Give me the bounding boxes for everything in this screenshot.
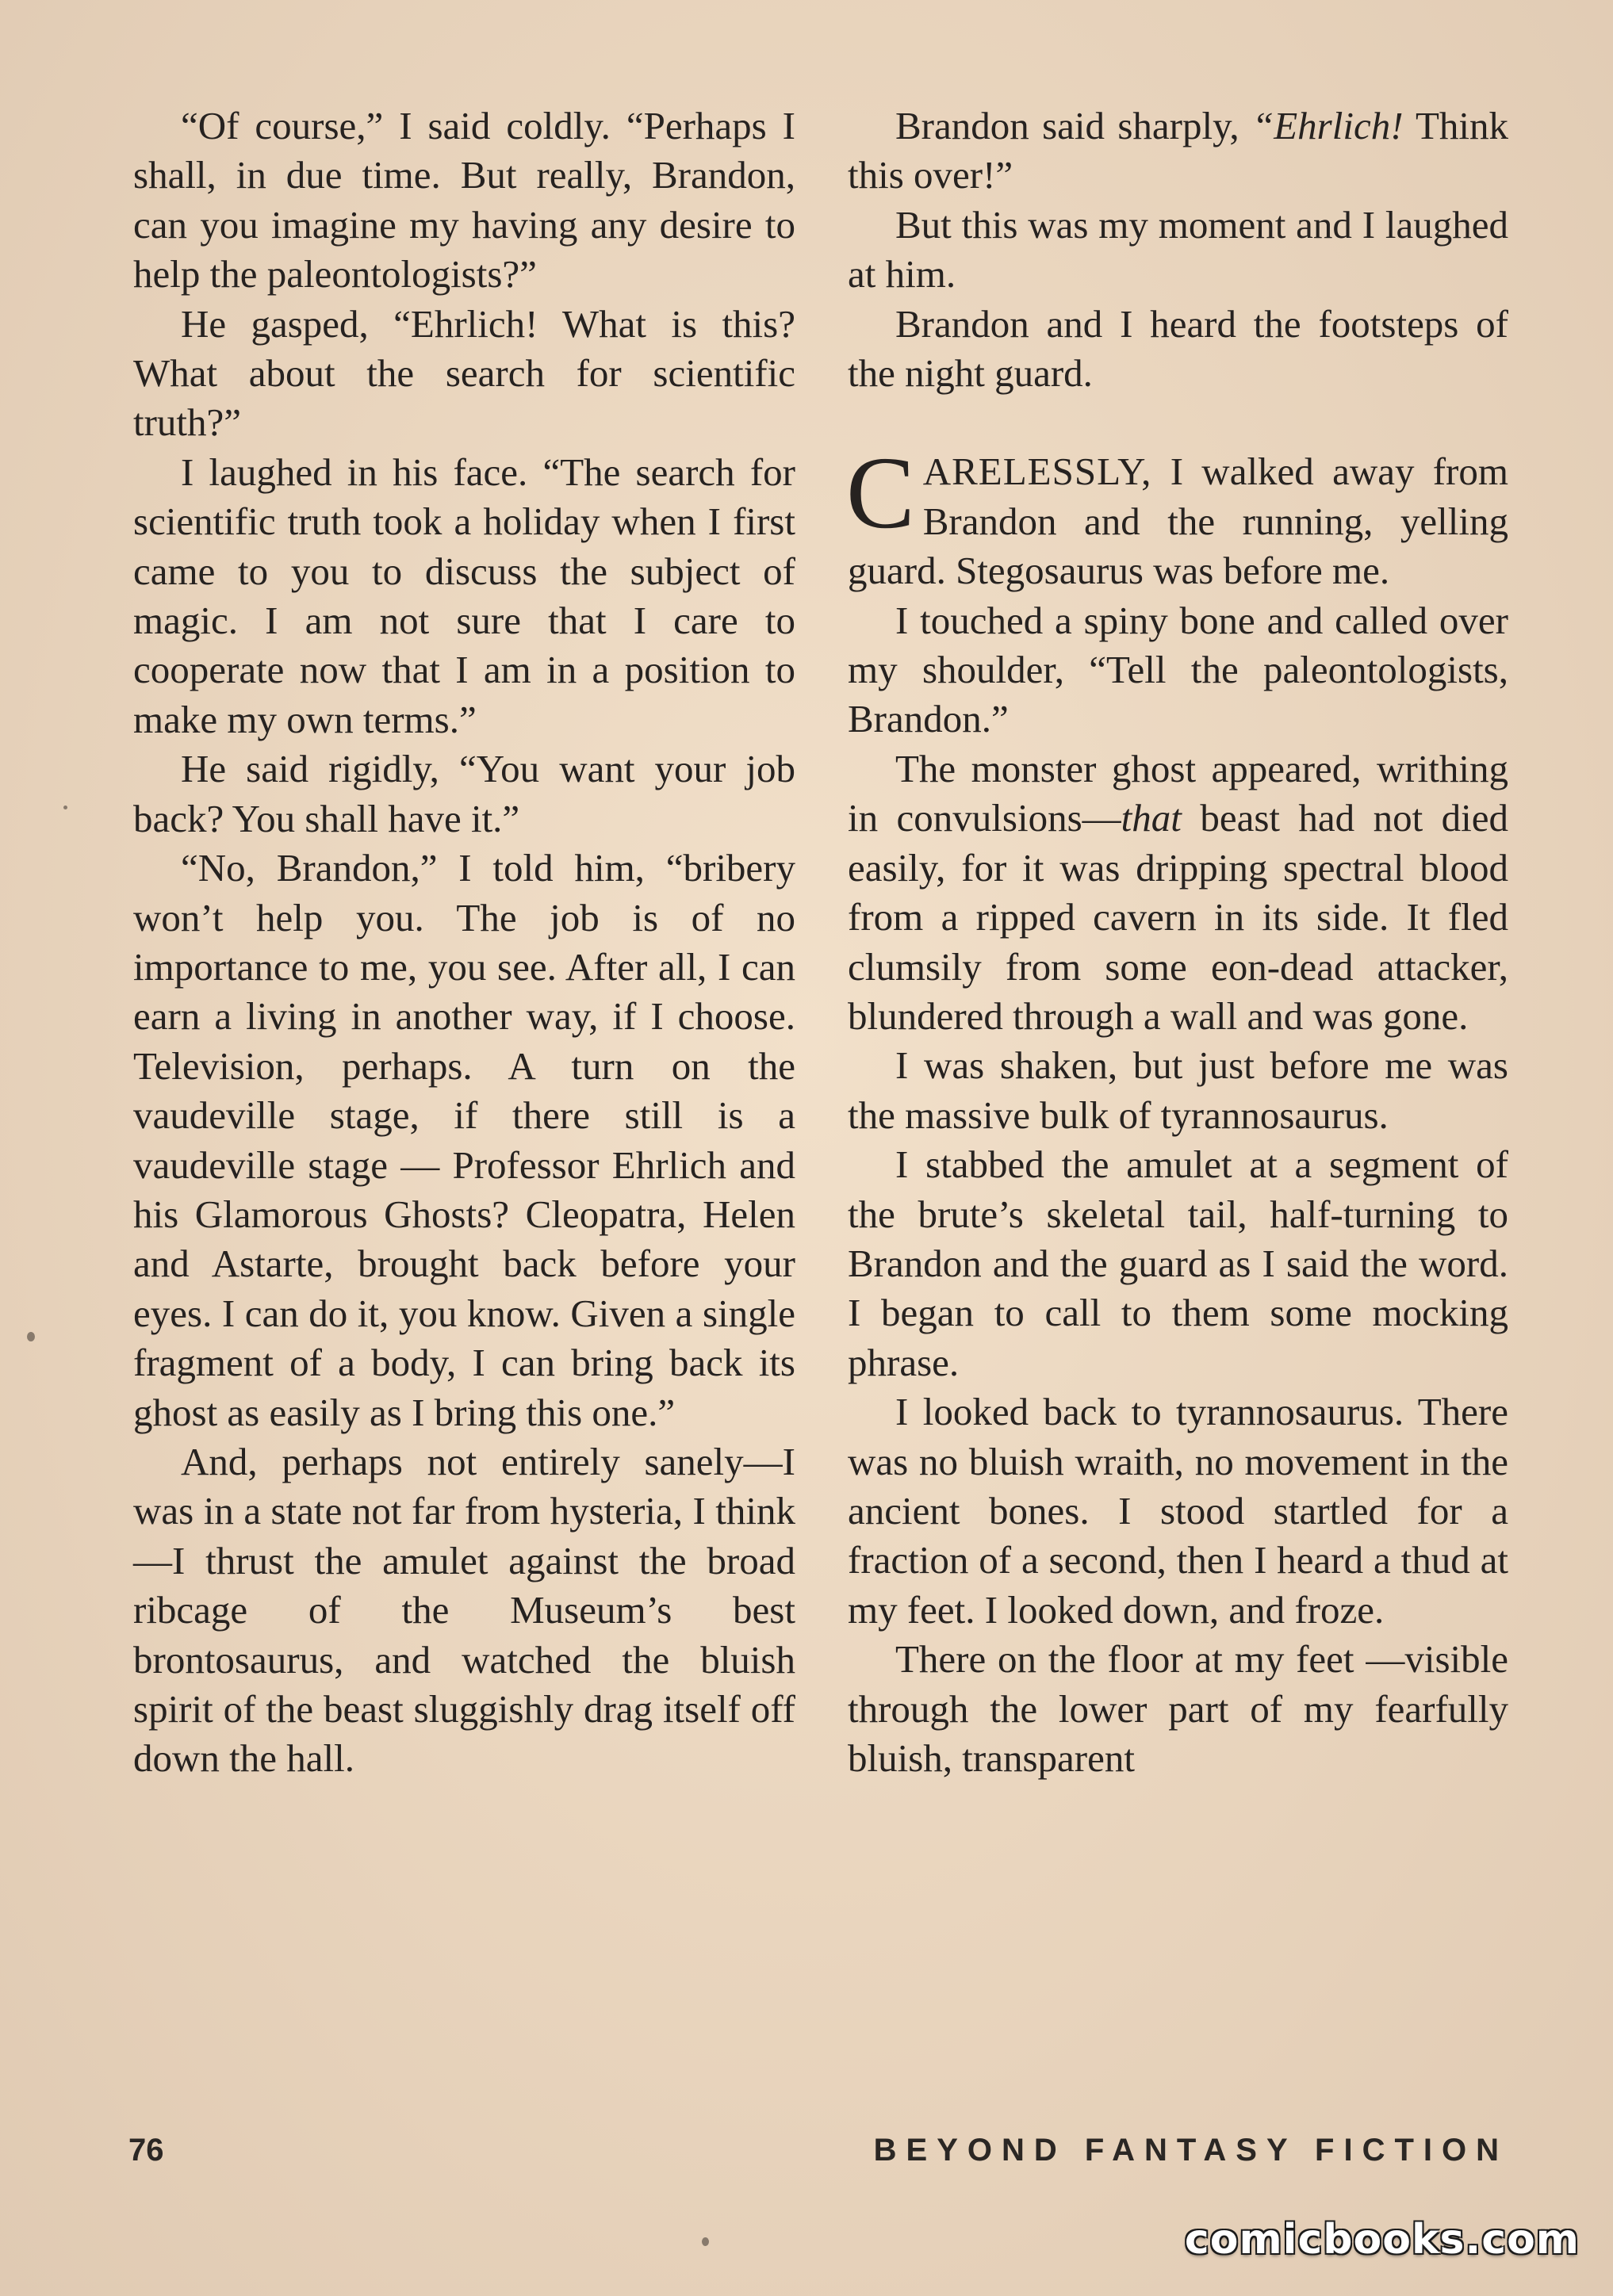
paragraph: He said rigidly, “You want your job back? You shall have it.” [133,747,795,840]
text-run: beast had not died easily, for it was dripping spectral blood from a ripped cavern in its side. It fled clumsily from some eon-dead attacker, blundered through a wall and was gone. [848,796,1508,1038]
paragraph: “Of course,” I said coldly. “Perhaps I shall, in due time. But really, Brandon, can you imagine my having any desire to help the paleontologists?” [133,104,795,297]
page-number: 76 [128,2133,164,2168]
section-break [848,398,1508,447]
paragraph: There on the floor at my feet —visible through the lower part of my fearfully bluish, transparent [848,1637,1508,1780]
paper-speck [63,806,67,809]
text-run: The monster ghost appeared, writhing in convulsions— [848,746,1508,840]
right-text-column [848,101,1508,1783]
paragraph: I looked back to tyrannosaurus. There was no bluish wraith, no movement in the ancient bones. I stood startled for a fraction of a second, then I heard a thud at my feet. I looked down, and froze. [848,1390,1508,1632]
paragraph: I touched a spiny bone and called over my shoulder, “Tell the paleontologists, Brandon.” [848,598,1508,741]
italic-text: that [1121,796,1182,840]
paragraph: But this was my moment and I laughed at him. [848,202,1508,297]
paragraph: “No, Brandon,” I told him, “bribery won’t help you. The job is of no importance to me, you see. After all, I can earn a living in another way, if I choose. Television, perhaps. A turn on the vaudeville stage, if there still is a vaudeville stage — Professor Ehrlich and his Glamorous Ghosts? Cleopatra, Helen and Astarte, brought back before your eyes. I can do it, you know. Given a single fragment of a body, I can bring back its ghost as easily as I bring this one.” [133,846,795,1434]
text-run: I walked away from Brandon and the running, yelling guard. Stegosaurus was before me. [848,450,1508,593]
left-text-column [133,101,795,1784]
paragraph: I stabbed the amulet at a segment of the brute’s skeletal tail, half-turning to Brandon and the guard as I said the word. I began to call to them some mocking phrase. [848,1142,1508,1384]
italic-text: “Ehrlich! [1251,104,1404,147]
paragraph: I was shaken, but just before me was the massive bulk of tyrannosaurus. [848,1043,1508,1137]
small-caps-lead: ARELESSLY, [922,450,1152,494]
paragraph: Brandon and I heard the footsteps of the night guard. [848,301,1508,396]
paragraph: And, perhaps not entirely sanely—I was in a state not far from hysteria, I think—I thrust the amulet against the broad ribcage of the Museum’s best brontosaurus, and watched the bluish spirit of the beast sluggishly drag itself off down the hall. [133,1439,795,1781]
text-run: Brandon said sharply, [895,104,1252,147]
watermark-logo: comicbooks.com [1184,2216,1580,2263]
paper-speck [27,1332,35,1341]
running-title: BEYOND FANTASY FICTION [873,2133,1508,2168]
paragraph [848,744,1508,1041]
dropcap-paragraph [846,436,1508,595]
paragraph [848,101,1508,201]
text-run: Think this over!” [848,104,1508,197]
paragraph: He gasped, “Ehrlich! What is this? What about the search for scientific truth?” [133,301,795,445]
paragraph: I laughed in his face. “The search for scientific truth took a holiday when I first came to you to discuss the subject of magic. I am not sure that I care to cooperate now that I am in a position to make my own terms.” [133,450,795,741]
paper-speck [702,2237,709,2246]
drop-cap: C [846,436,915,551]
